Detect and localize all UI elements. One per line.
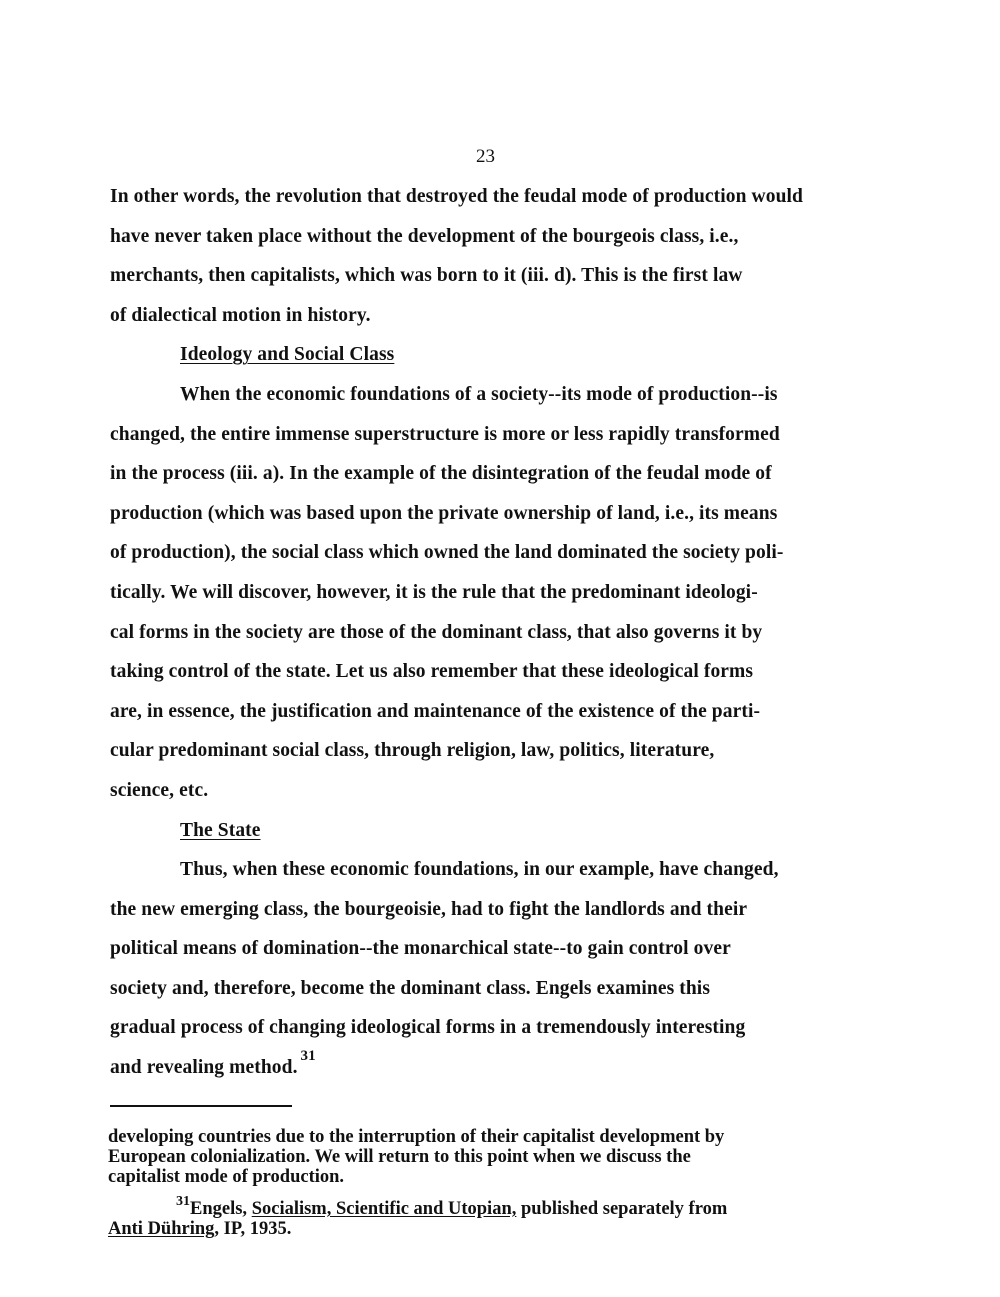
footnote-text: published separately from xyxy=(516,1199,728,1219)
text-line: production (which was based upon the private ownership of land, i.e., its means xyxy=(110,502,778,524)
section-heading-ideology xyxy=(110,335,870,375)
text-line: have never taken place without the development of the bourgeois class, i.e., xyxy=(110,225,739,247)
text-line: the new emerging class, the bourgeoisie, had to fight the landlords and their xyxy=(110,898,748,920)
footnote-line xyxy=(108,1219,888,1239)
footnote-reference: 31 xyxy=(300,1048,316,1065)
footnotes xyxy=(108,1127,888,1239)
footnote-line xyxy=(108,1194,888,1219)
text-line: gradual process of changing ideological forms in a tremendously interesting xyxy=(110,1017,746,1039)
text-line: taking control of the state. Let us also remember that these ideological forms xyxy=(110,661,754,683)
footnote-continuation xyxy=(108,1127,888,1187)
text-line: changed, the entire immense superstructure is more or less rapidly transformed xyxy=(110,423,780,445)
text-line: of production), the social class which owned the land dominated the society poli- xyxy=(110,542,784,564)
text-line: society and, therefore, become the dominant class. Engels examines this xyxy=(110,977,711,999)
footnote-author: Engels, xyxy=(190,1199,252,1219)
text-line: cular predominant social class, through religion, law, politics, literature, xyxy=(110,740,715,762)
paragraph-2 xyxy=(110,375,870,811)
text-line: tically. We will discover, however, it is the rule that the predominant ideologi- xyxy=(110,581,758,603)
footnote-source: Anti Dühring xyxy=(108,1219,215,1239)
paragraph-1 xyxy=(110,177,870,335)
text-line: When the economic foundations of a society--its mode of production--is xyxy=(180,383,778,405)
text-line: merchants, then capitalists, which was born to it (iii. d). This is the first law xyxy=(110,265,743,287)
footnote-marker: 31 xyxy=(176,1194,190,1209)
text-line: Thus, when these economic foundations, in our example, have changed, xyxy=(180,859,779,881)
paragraph-3 xyxy=(110,850,870,1088)
section-heading-text: Ideology and Social Class xyxy=(180,344,395,366)
text-line: are, in essence, the justification and maintenance of the existence of the parti- xyxy=(110,700,761,722)
footnote-line: capitalist mode of production. xyxy=(108,1167,345,1187)
text-line: in the process (iii. a). In the example of the disintegration of the feudal mode of xyxy=(110,463,772,485)
text-line: In other words, the revolution that destroyed the feudal mode of production would xyxy=(110,186,803,207)
page-number: 23 xyxy=(476,146,495,167)
text-line-content: and revealing method. xyxy=(110,1057,298,1079)
text-line: science, etc. xyxy=(110,779,209,801)
footnote-line: developing countries due to the interruption of their capitalist development by xyxy=(108,1127,725,1147)
footnote-line: European colonialization. We will return to this point when we discuss the xyxy=(108,1147,691,1167)
text-line-last xyxy=(110,1048,870,1088)
footnote-title: Socialism, Scientific and Utopian, xyxy=(251,1199,517,1219)
section-heading-text: The State xyxy=(180,819,261,841)
text-line: of dialectical motion in history. xyxy=(110,304,371,326)
footnote-text: , IP, 1935. xyxy=(214,1219,292,1239)
footnote-divider xyxy=(110,1105,292,1107)
footnote-31 xyxy=(108,1194,888,1239)
text-line: political means of domination--the monarchical state--to gain control over xyxy=(110,938,731,960)
section-heading-state xyxy=(110,811,870,851)
body-text xyxy=(110,177,870,1088)
text-line: cal forms in the society are those of the dominant class, that also governs it by xyxy=(110,621,763,643)
